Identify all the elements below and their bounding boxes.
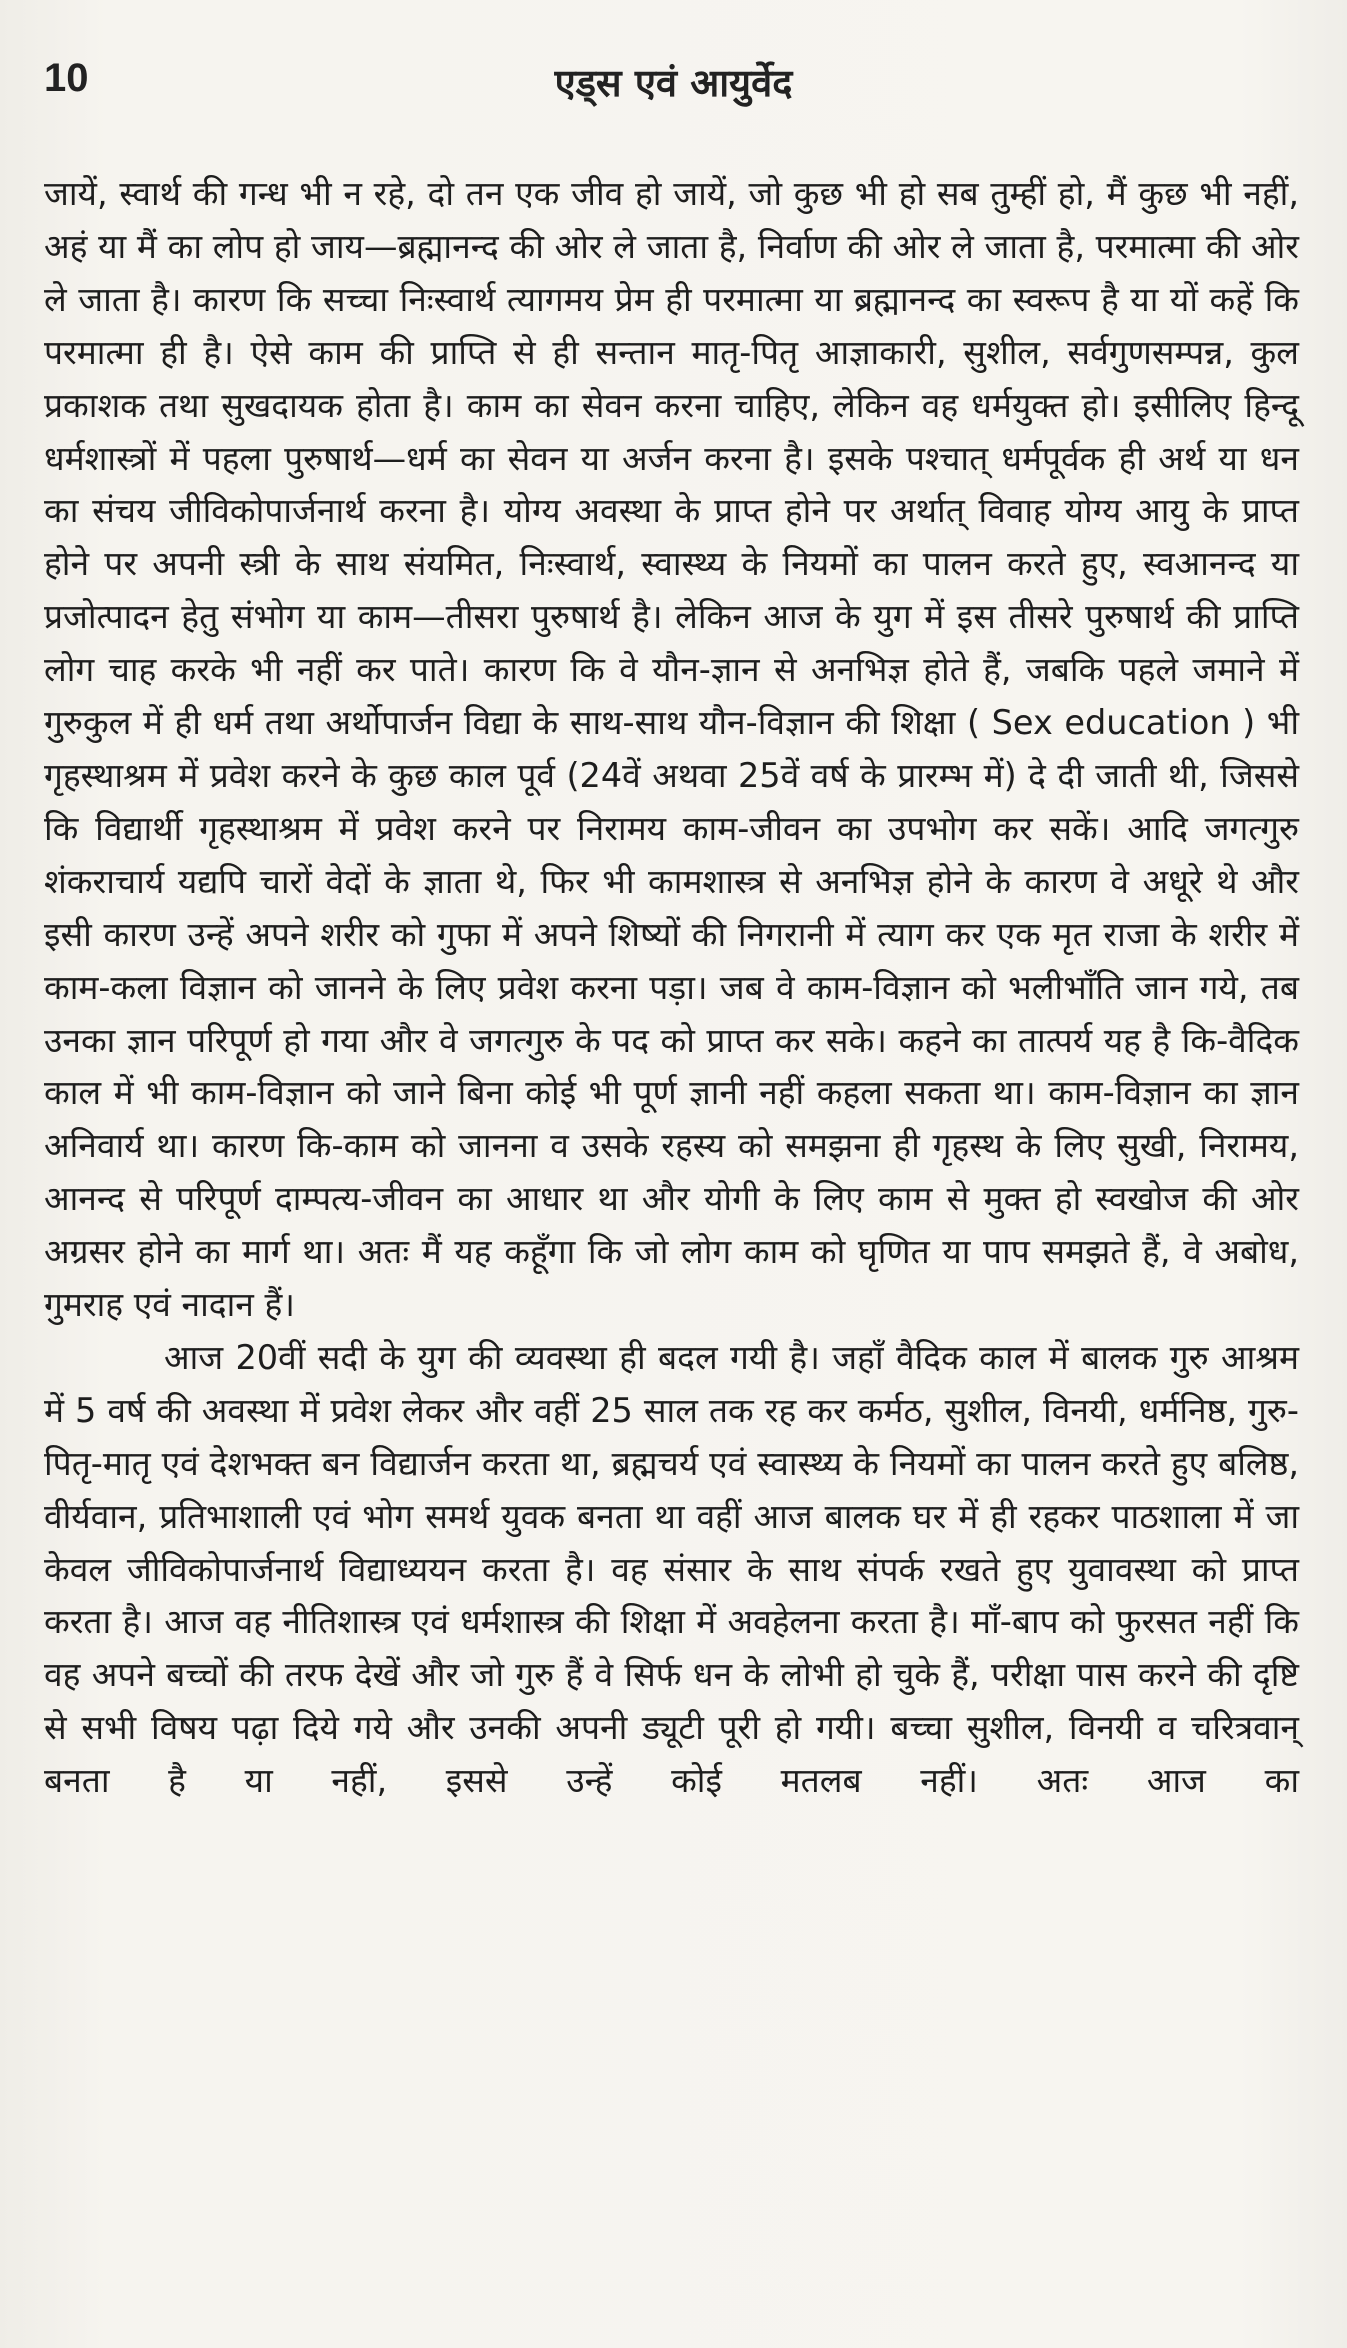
paragraph-2: आज 20वीं सदी के युग की व्यवस्था ही बदल गयी है। जहाँ वैदिक काल में बालक गुरु आश्रम में 5 वर्ष की अवस्था में प्रवेश लेकर और वहीं 25 साल तक रह कर कर्मठ, सुशील, विनयी, धर्मनिष्ठ, गुरु-पितृ-मातृ एवं देशभक्त बन विद्यार्जन करता था, ब्रह्मचर्य एवं स्वास्थ्य के नियमों का पालन करते हुए बलिष्ठ, वीर्यवान, प्रतिभाशाली एवं भोग समर्थ युवक बनता था वहीं आज बालक घर में ही रहकर पाठशाला में जा केवल जीविकोपार्जनार्थ विद्याध्ययन करता है। वह संसार के साथ संपर्क रखते हुए युवावस्था को प्राप्त करता है। आज वह नीतिशास्त्र एवं धर्मशास्त्र की शिक्षा में अवहेलना करता है। माँ-बाप को फुरसत नहीं कि वह अपने बच्चों की तरफ देखें और जो गुरु हैं वे सिर्फ धन के लोभी हो चुके हैं, परीक्षा पास करने की दृष्टि से सभी विषय पढ़ा दिये गये और उनकी अपनी ड्यूटी पूरी हो गयी। बच्चा सुशील, विनयी व चरित्रवान् बनता है या नहीं, इससे उन्हें कोई मतलब नहीं। अतः आज का bbox=[44, 1337, 1299, 1801]
page-number: 10 bbox=[44, 56, 89, 100]
paragraph-1: जायें, स्वार्थ की गन्ध भी न रहे, दो तन एक जीव हो जायें, जो कुछ भी हो सब तुम्हीं हो, मैं कुछ भी नहीं, अहं या मैं का लोप हो जाय—ब्रह्मानन्द की ओर ले जाता है, निर्वाण की ओर ले जाता है, परमात्मा की ओर ले जाता है। कारण कि सच्चा निःस्वार्थ त्यागमय प्रेम ही परमात्मा या ब्रह्मानन्द का स्वरूप है या यों कहें कि परमात्मा ही है। ऐसे काम की प्राप्ति से ही सन्तान मातृ-पितृ आज्ञाकारी, सुशील, सर्वगुणसम्पन्न, कुल प्रकाशक तथा सुखदायक होता है। काम का सेवन करना चाहिए, लेकिन वह धर्मयुक्त हो। इसीलिए हिन्दू धर्मशास्त्रों में पहला पुरुषार्थ—धर्म का सेवन या अर्जन करना है। इसके पश्चात् धर्मपूर्वक ही अर्थ या धन का संचय जीविकोपार्जनार्थ करना है। योग्य अवस्था के प्राप्त होने पर अर्थात् विवाह योग्य आयु के प्राप्त होने पर अपनी स्त्री के साथ संयमित, निःस्वार्थ, स्वास्थ्य के नियमों का पालन करते हुए, स्वआनन्द या प्रजोत्पादन हेतु संभोग या काम—तीसरा पुरुषार्थ है। लेकिन आज के युग में इस तीसरे पुरुषार्थ की प्राप्ति लोग चाह करके भी नहीं कर पाते। कारण कि वे यौन-ज्ञान से अनभिज्ञ होते हैं, जबकि पहले जमाने में गुरुकुल में ही धर्म तथा अर्थोपार्जन विद्या के साथ-साथ यौन-विज्ञान की शिक्षा ( Sex education ) भी गृहस्थाश्रम में प्रवेश करने के कुछ काल पूर्व (24वें अथवा 25वें वर्ष के प्रारम्भ में) दे दी जाती थी, जिससे कि विद्यार्थी गृहस्थाश्रम में प्रवेश करने पर निरामय काम-जीवन का उपभोग कर सकें। आदि जगत्गुरु शंकराचार्य यद्यपि चारों वेदों के ज्ञाता थे, फिर भी कामशास्त्र से अनभिज्ञ होने के कारण वे अधूरे थे और इसी कारण उन्हें अपने शरीर को गुफा में अपने शिष्यों की निगरानी में त्याग कर एक मृत राजा के शरीर में काम-कला विज्ञान को जानने के लिए प्रवेश करना पड़ा। जब वे काम-विज्ञान को भलीभाँति जान गये, तब उनका ज्ञान परिपूर्ण हो गया और वे जगत्गुरु के पद को प्राप्त कर सके। कहने का तात्पर्य यह है कि-वैदिक काल में भी काम-विज्ञान को जाने बिना कोई भी पूर्ण ज्ञानी नहीं कहला सकता था। काम-विज्ञान का ज्ञान अनिवार्य था। कारण कि-काम को जानना व उसके रहस्य को समझना ही गृहस्थ के लिए सुखी, निरामय, आनन्द से परिपूर्ण दाम्पत्य-जीवन का आधार था और योगी के लिए काम से मुक्त हो स्वखोज की ओर अग्रसर होने का मार्ग था। अतः मैं यह कहूँगा कि जो लोग काम को घृणित या पाप समझते हैं, वे अबोध, गुमराह एवं नादान हैं। bbox=[44, 174, 1299, 1325]
page-header bbox=[44, 56, 1303, 116]
running-title: एड्स एवं आयुर्वेद bbox=[554, 61, 793, 105]
body-text bbox=[44, 168, 1299, 1808]
